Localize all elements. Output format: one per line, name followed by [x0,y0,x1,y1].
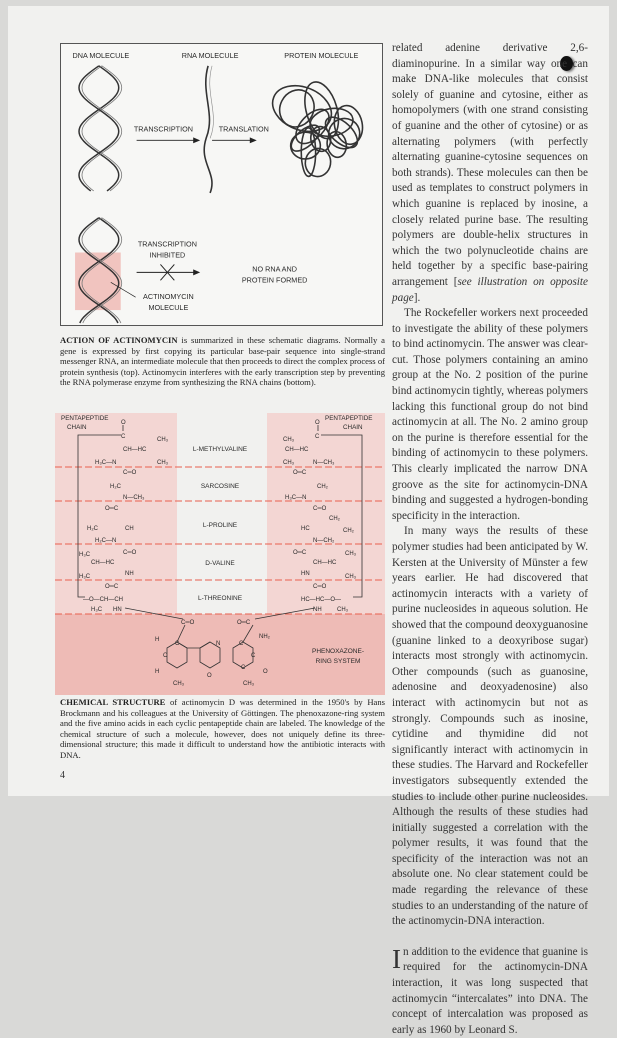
arrowhead [250,137,257,143]
atom-label: C═O [181,620,195,626]
atom-label: HN [301,571,310,577]
atom-label: CH₃ [345,551,357,557]
atom-label: O═C [237,620,251,626]
atom-label: HC—HC—O— [301,597,341,603]
atom-label: N—CH₃ [313,460,335,466]
paragraph: The Rockefeller workers next proceeded to investigate the ability of these polymers to bind actinomycin. The answer was clear-cut. Those polymers containing an amino group at the No. 2 position of the purine bind actinomycin tightly, whereas polymers lacking this functional group do not bind actinomycin at all. The No. 2 amino group on the purine is therefore essential for the binding of actinomycin to these polymers. This clearly implicated the narrow DNA groove as the site for actinomycin-DNA binding and suggested a hydrogen-bonding specificity in the interaction. [392,307,588,522]
figure2-caption [60,697,385,761]
atom-label: C [121,434,126,440]
rna-label: RNA MOLECULE [181,50,239,60]
atom-label: O [315,420,320,426]
atom-label: H₃C [91,607,103,613]
atom-label: N—CH₃ [123,495,145,501]
paragraph-text: ]. [413,291,421,304]
atom-label: CH₃ [283,460,295,466]
atom-label: N—CH₂ [313,538,335,544]
amino-acid-label: L-PROLINE [202,522,238,529]
atom-label: O [207,673,212,679]
atom-label: NH [313,607,322,613]
transcription-inhibited-label: INHIBITED [149,250,186,260]
atom-label: CH₃ [337,607,349,613]
atom-label: CH—HC [313,560,337,566]
atom-label: CH₃ [345,574,357,580]
pentapeptide-label-right: PENTAPEPTIDE [325,415,373,422]
atom-label: CH—HC [91,560,115,566]
atom-label: CH₂ [317,484,328,490]
atom-label: C═O [123,470,137,476]
atom-label: NH₂ [259,634,270,640]
translation-label: TRANSLATION [218,124,269,134]
phenoxazone-label: RING SYSTEM [315,658,361,665]
atom-label: C═O [313,506,327,512]
no-rna-label: NO RNA AND [252,264,297,274]
actinomycin-label: ACTINOMYCIN [143,292,194,302]
page-number: 4 [60,770,65,781]
paragraph-text: related adenine derivative 2,6-diaminopurine. In a similar way one can make DNA-like molecules that consist solely of guanine and cytosine, either as homopolymers (with one strand consisting of guanine and the other of cytosine) or as alternating polymers (with perfectly alternating guanine-cytosine sequences on both strands). These molecules can then be used as templates to construct polymers in which guanine is replaced by inosine, a closely related purine base. The resulting polymers are double-helix structures in which the two polynucleotide chains are held together by a specific base-pairing arrangement [ [392,42,588,288]
atom-label: H₃C [79,574,91,580]
atom-label: CH₃ [157,460,169,466]
atom-label: CH₂ [329,516,340,522]
atom-label: CH₂ [343,528,354,534]
atom-label: O═C [105,506,119,512]
atom-label: C [163,653,168,659]
atom-label: C═O [123,550,137,556]
atom-label: O═C [293,470,307,476]
actinomycin-action-diagram [60,43,383,326]
atom-label: HN [113,607,122,613]
pentapeptide-label-left: PENTAPEPTIDE [61,415,109,422]
amino-acid-label: L-THREONINE [197,595,243,602]
helix-strand-edge [82,66,122,191]
atom-label: O═C [293,550,307,556]
atom-label: N [216,641,221,647]
atom-label: C═O [313,584,327,590]
paragraph-text: n addition to the evidence that guanine is required for the actinomycin-DNA interaction, it was long suspected that actinomycin “intercalates” into DNA. The concept of intercalation was proposed as early as 1960 by Leonard S. [392,945,588,1036]
figure-reference: see illustration on opposite page [392,275,588,304]
helix-strand [79,66,119,191]
atom-label: H [155,669,160,675]
atom-label: CH—HC [123,447,147,453]
atom-label: H₃C—N [285,495,307,501]
amino-acid-labels [193,446,248,602]
protein-blob [266,77,366,178]
protein-loop [320,112,362,153]
caption-text: of actinomycin D was determined in the 1950's by Hans Brockmann and his colleagues at the University of Göttingen. The phenoxazone-ring system and the five amino acids in each cyclic pentapeptide chain are labeled. The knowledge of the chemical structure of such a molecule, however, does not uniquely define its three-dimensional structure; this made it difficult to understand how the antibiotic interacts with DNA. [60,697,386,760]
atom-label: H₂C [110,484,121,490]
atom-label: O [263,669,268,675]
atom-label: CH—HC [285,447,309,453]
helix-strand-edge [82,66,122,191]
atom-label: CH₃ [243,681,255,687]
atom-label: H₃C—N [95,460,117,466]
atom-label: CH [125,526,134,532]
drop-cap: I [392,943,401,974]
pentapeptide-label-left: CHAIN [67,424,87,431]
transcription-inhibited-label: TRANSCRIPTION [137,239,197,249]
phenoxazone-label: PHENOXAZONE- [311,648,365,655]
amino-acid-label: SARCOSINE [200,483,240,490]
helix-strand [79,66,119,191]
dna-label: DNA MOLECULE [72,50,130,60]
paragraph [392,945,588,1038]
rna-strand [204,66,212,193]
atom-label: —O—CH—CH [83,597,123,603]
figure1-caption [60,335,385,388]
paragraph [392,41,588,306]
atom-label: H₂C [87,526,98,532]
caption-heading: ACTION OF ACTINOMYCIN [60,335,178,345]
dna-helix-top [79,66,122,191]
arrowhead [193,137,200,143]
no-rna-label: PROTEIN FORMED [241,275,308,285]
atom-label: H₂C—N [95,538,117,544]
article-column [392,41,588,1038]
rna-strand-shadow [210,66,214,138]
amino-acid-label: D-VALINE [205,560,235,567]
actinomycin-label: MOLECULE [148,303,189,313]
pentapeptide-label-right: CHAIN [343,424,363,431]
atom-label: O [121,420,126,426]
protein-label: PROTEIN MOLECULE [284,50,359,60]
atom-label: CH₃ [283,437,295,443]
atom-label: H₃C [79,552,91,558]
caption-text: is summarized in these schematic diagrams. Normally a gene is expressed by first copying its particular base-pair sequence into single-strand messenger RNA, an intermediate molecule that then proceeds to direct the complex process of protein synthesis (top). Actinomycin interferes with the early transcription step by preventing the RNA polymerase enzyme from synthesizing the RNA chains (bottom). [60,335,385,388]
atom-label: CH₃ [157,437,169,443]
paragraph: In many ways the results of these polymer studies had been anticipated by W. Kersten at the University of Münster a few years earlier. He had discovered that actinomycin interacts with a variety of purine nucleosides in aqueous solution. He showed that the compound deoxyguanosine (guanine linked to a deoxyribose sugar) interacts most strongly with actinomycin. Other compounds (such as guanosine, adenosine and deoxyadenosine) also interact with actinomycin but not as strongly. Compounds such as inosine, cytidine and thymidine did not significantly interact with actinomycin in these studies. The Harvard and Rockefeller investigators subsequently extended the studies to include other purine nucleosides. Although the results of these studies had initially suggested a correlation with the polymer results, it was found that the specificity of the interaction was not an absolute one. No clear statement could be made regarding the relevance of these studies to an understanding of the nature of the actinomycin-DNA interaction. [392,525,588,928]
protein-loop [290,132,321,160]
arrowhead [193,269,200,275]
atom-label: NH [125,571,134,577]
atom-label: C [315,434,320,440]
atom-label: C [239,641,244,647]
actinomycin-chemical-structure [55,405,385,695]
atom-label: C [251,653,256,659]
atom-label: C [175,641,180,647]
atom-label: H [155,637,160,643]
caption-heading: CHEMICAL STRUCTURE [60,697,166,707]
transcription-label: TRANSCRIPTION [133,124,193,134]
atom-label: HC [301,526,310,532]
atom-label: C [241,665,246,671]
atom-label: O═C [105,584,119,590]
amino-acid-label: L-METHYLVALINE [192,446,248,453]
atom-label: CH₃ [173,681,185,687]
